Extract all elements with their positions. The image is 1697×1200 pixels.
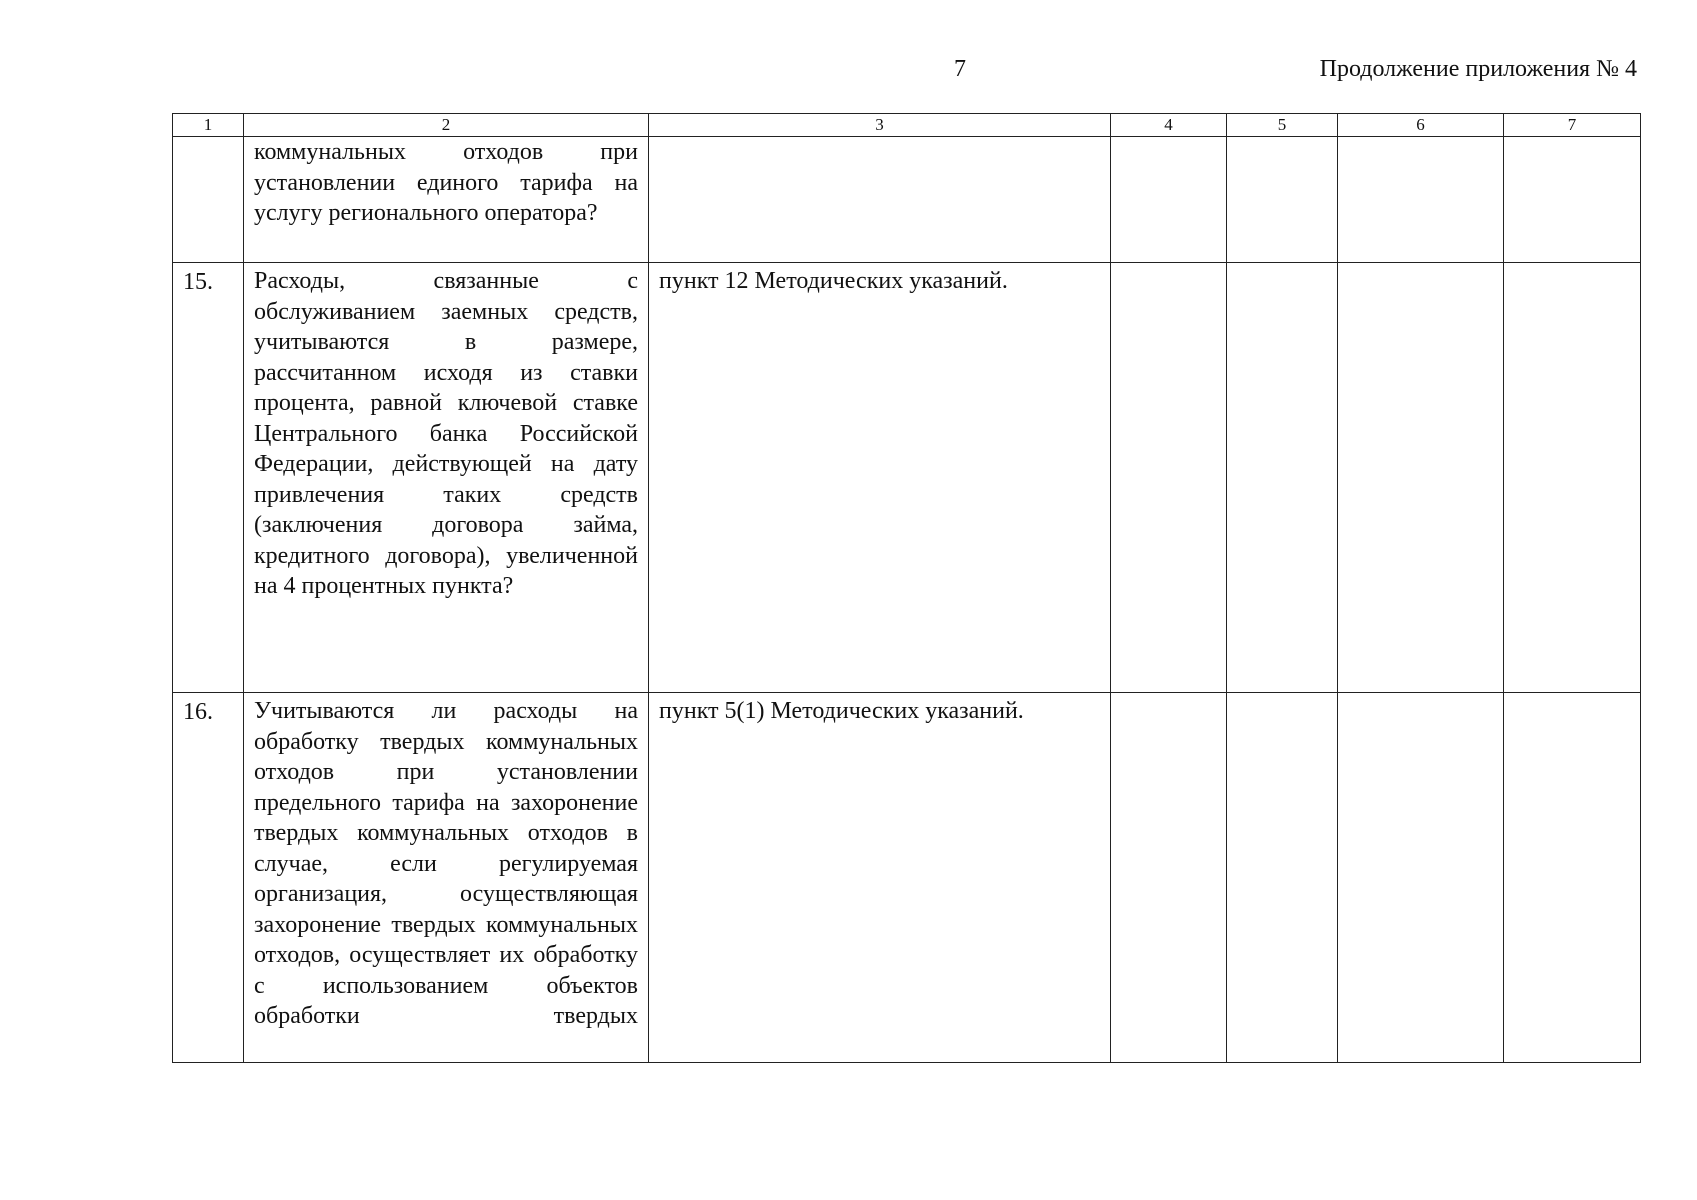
table-row	[173, 693, 1641, 1063]
column-header: 3	[649, 114, 1111, 137]
row-number: 16.	[173, 693, 244, 1063]
checklist-table	[172, 113, 1641, 1063]
row-reference: пункт 5(1) Методических указаний.	[649, 693, 1111, 1063]
table-cell	[1111, 693, 1227, 1063]
row-question: коммунальных отходов при установлении единого тарифа на услугу регионального оператора?	[244, 137, 649, 263]
column-header: 4	[1111, 114, 1227, 137]
table-cell	[1227, 137, 1338, 263]
table-row	[173, 137, 1641, 263]
column-header: 2	[244, 114, 649, 137]
row-question: Расходы, связанные с обслуживанием заемных средств, учитываются в размере, рассчитанном исходя из ставки процента, равной ключевой ставке Центрального банка Российской Федерации, действующей на дату привлечения таких средств (заключения договора займа, кредитного договора), увеличенной на 4 процентных пункта?	[244, 263, 649, 693]
column-header: 7	[1504, 114, 1641, 137]
row-number: 15.	[173, 263, 244, 693]
column-header: 5	[1227, 114, 1338, 137]
column-header: 1	[173, 114, 244, 137]
continuation-label: Продолжение приложения № 4	[1319, 56, 1637, 82]
table-cell	[1227, 693, 1338, 1063]
row-reference	[649, 137, 1111, 263]
table-cell	[1338, 263, 1504, 693]
table-cell	[1504, 137, 1641, 263]
table-cell	[1504, 263, 1641, 693]
table-cell	[1504, 693, 1641, 1063]
table-cell	[1338, 137, 1504, 263]
page-number: 7	[954, 56, 966, 82]
table-cell	[1227, 263, 1338, 693]
row-question: Учитываются ли расходы на обработку твердых коммунальных отходов при установлении предельного тарифа на захоронение твердых коммунальных отходов в случае, если регулируемая организация, осуществляющая захоронение твердых коммунальных отходов, осуществляет их обработку с использованием объектов обработки твердых	[244, 693, 649, 1063]
table-row	[173, 263, 1641, 693]
row-number	[173, 137, 244, 263]
table-cell	[1338, 693, 1504, 1063]
column-number-row	[173, 114, 1641, 137]
column-header: 6	[1338, 114, 1504, 137]
table-cell	[1111, 137, 1227, 263]
row-reference: пункт 12 Методических указаний.	[649, 263, 1111, 693]
table-cell	[1111, 263, 1227, 693]
